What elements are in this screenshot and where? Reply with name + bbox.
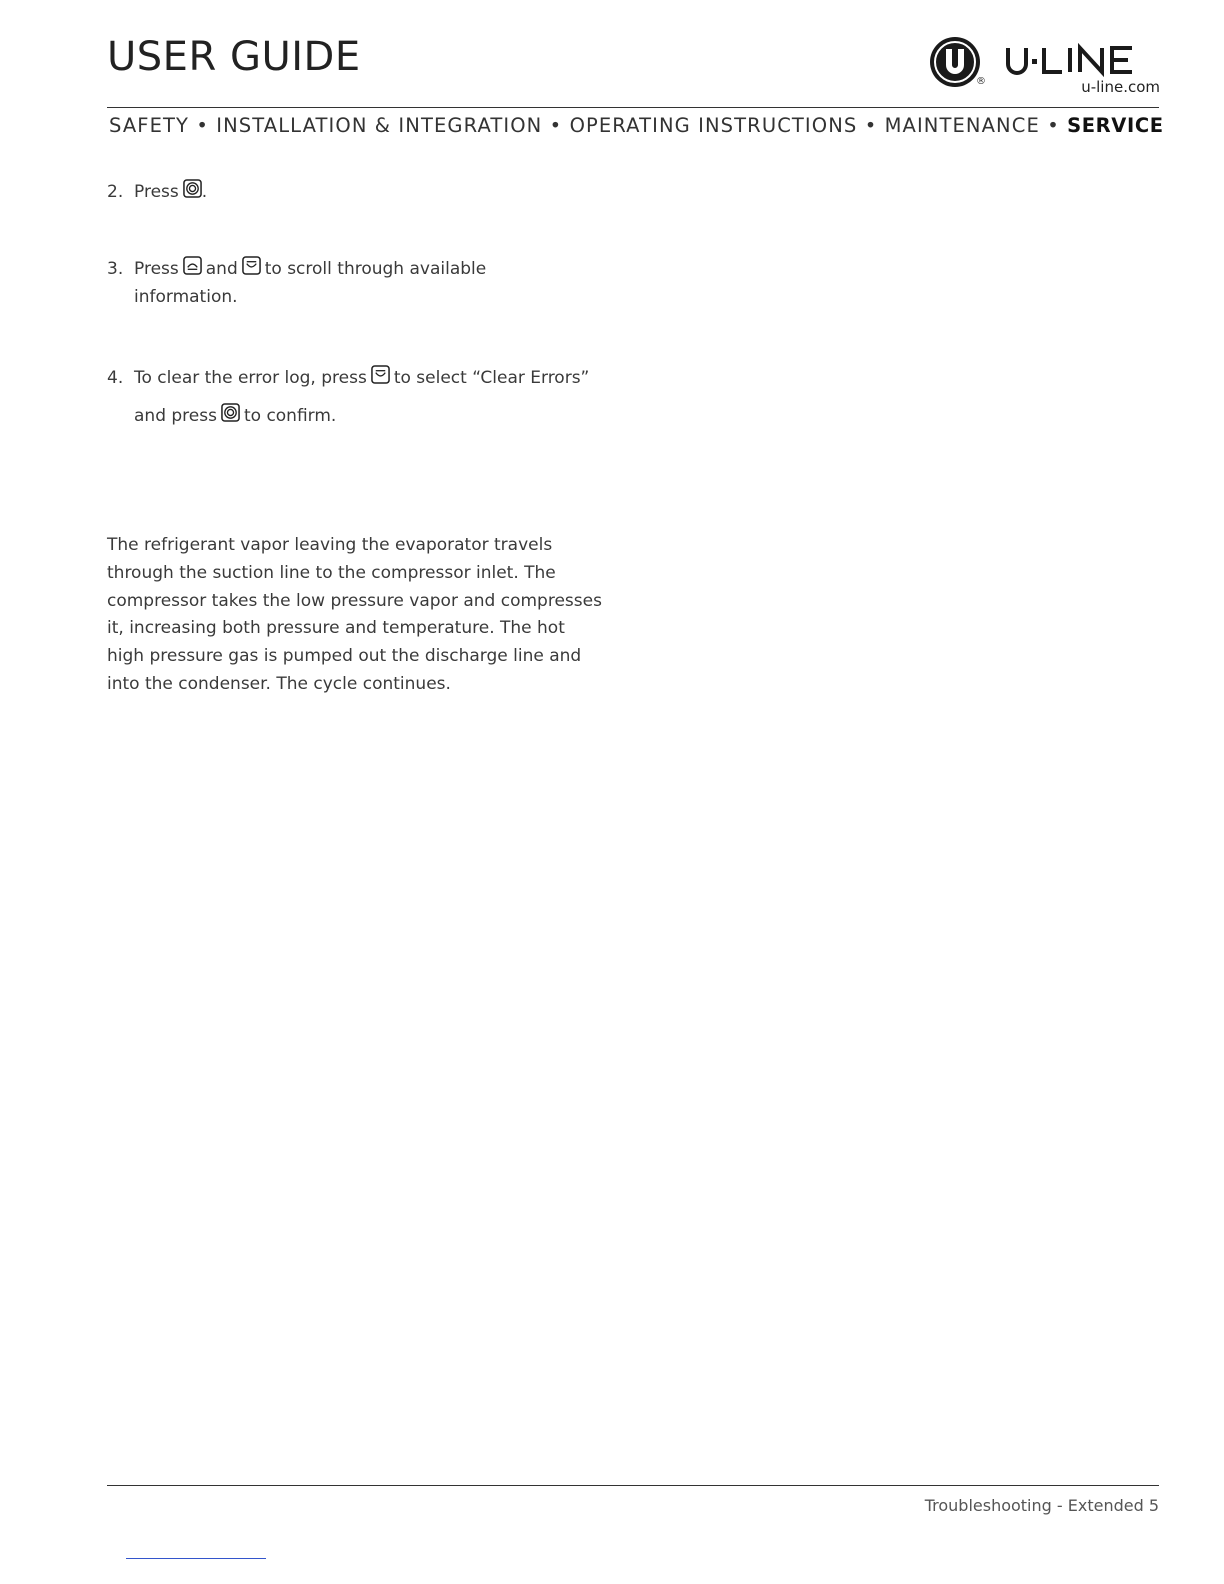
nav-separator: • — [857, 114, 885, 137]
select-key-icon — [221, 403, 240, 422]
link-underline — [126, 1558, 266, 1559]
section-nav — [109, 114, 1164, 137]
step-text: . — [201, 182, 208, 202]
nav-item-installation[interactable]: INSTALLATION & INTEGRATION — [216, 114, 543, 137]
step-number: 3. — [107, 259, 124, 279]
up-key-icon — [183, 256, 202, 275]
step-text: and press — [134, 406, 217, 426]
step-number: 2. — [107, 182, 124, 202]
step-text: Press — [134, 259, 179, 279]
nav-item-operating[interactable]: OPERATING INSTRUCTIONS — [569, 114, 858, 137]
footer-divider — [107, 1485, 1159, 1486]
header-divider — [107, 107, 1159, 108]
registered-mark: ® — [976, 76, 986, 87]
u-line-wordmark — [1004, 42, 1162, 78]
nav-item-safety[interactable]: SAFETY — [109, 114, 190, 137]
down-key-icon — [371, 365, 390, 384]
step-text: to confirm. — [243, 406, 337, 426]
nav-separator: • — [189, 114, 217, 137]
step-text: to select “Clear Errors” — [393, 368, 590, 388]
step-number: 4. — [107, 368, 124, 388]
step-text: and — [205, 259, 238, 279]
step-text-continued — [107, 397, 627, 435]
step-item — [107, 359, 627, 435]
step-text: Press — [134, 182, 179, 202]
step-item — [107, 178, 607, 206]
nav-separator: • — [1039, 114, 1068, 137]
brand-logo — [928, 34, 1163, 98]
page-footer: Troubleshooting - Extended 5 — [924, 1496, 1159, 1515]
select-key-icon — [183, 179, 202, 198]
down-key-icon — [242, 256, 261, 275]
body-paragraph: The refrigerant vapor leaving the evaporator travels through the suction line to the compressor inlet. The compressor takes the low pressure vapor and compresses it, increasing both pressure and temperature. The hot high pressure gas is pumped out the discharge line and into the condenser. The cycle continues. — [107, 535, 602, 694]
website-url[interactable]: u-line.com — [1081, 78, 1160, 96]
step-text: To clear the error log, press — [134, 368, 367, 388]
step-text-continued: information. — [134, 287, 238, 307]
nav-item-service[interactable]: SERVICE — [1067, 114, 1164, 137]
step-item — [107, 255, 607, 311]
document-title: USER GUIDE — [107, 34, 361, 80]
nav-separator: • — [542, 114, 570, 137]
nav-item-maintenance[interactable]: MAINTENANCE — [884, 114, 1040, 137]
step-text: to scroll through available — [264, 259, 487, 279]
